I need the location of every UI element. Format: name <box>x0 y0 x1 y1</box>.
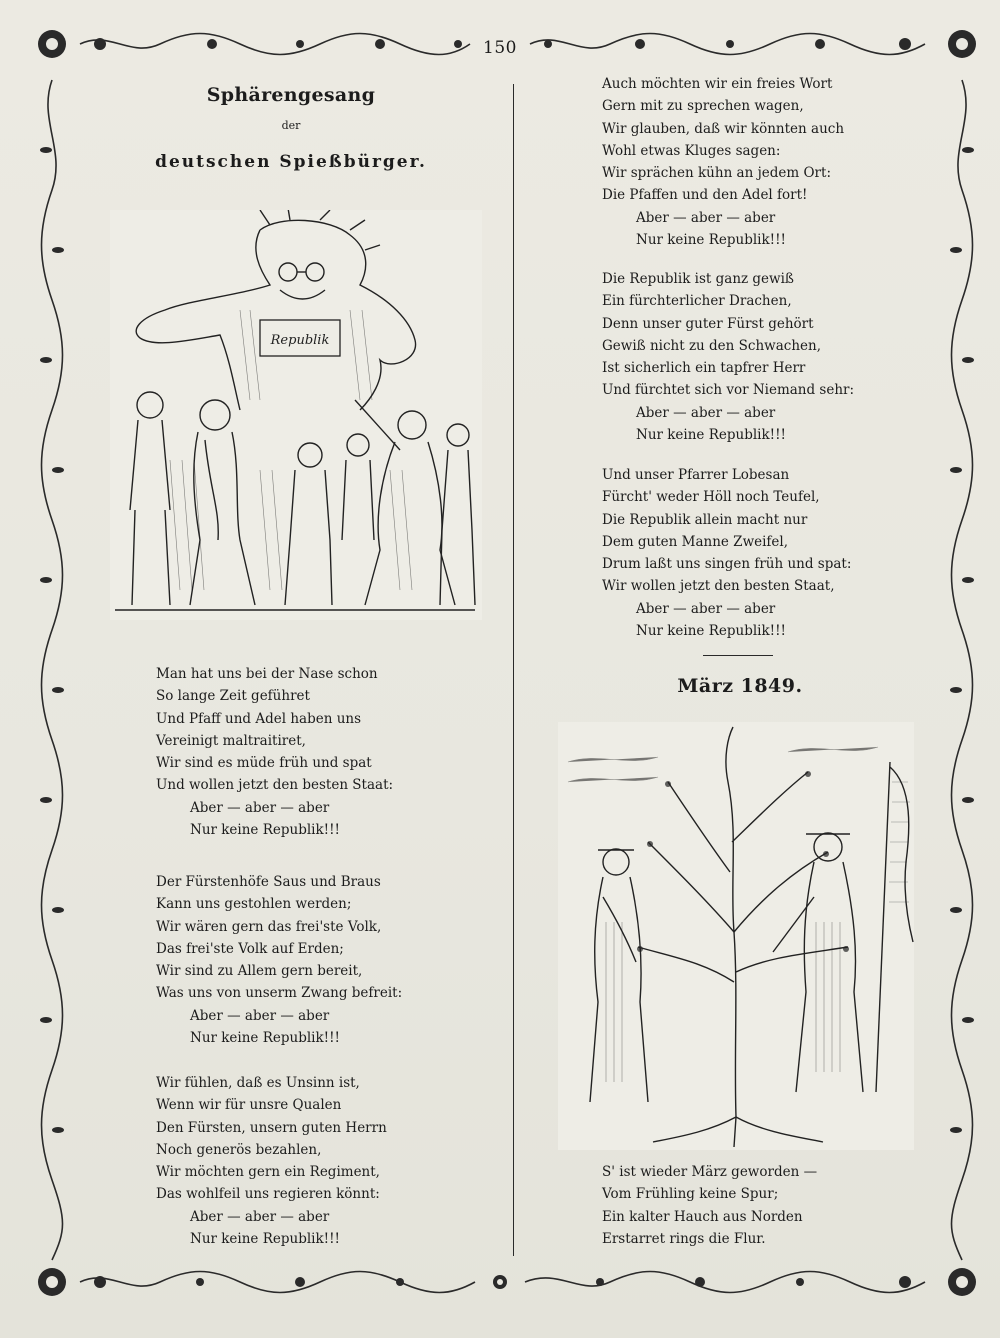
verse-line: Die Pfaffen und den Adel fort! <box>602 187 808 204</box>
verse-line: Die Republik allein macht nur <box>602 511 808 528</box>
refrain-line: Aber — aber — aber <box>190 1007 330 1024</box>
column-divider <box>513 84 514 1256</box>
verse-line: Drum laßt uns singen früh und spat: <box>602 556 852 573</box>
refrain-line: Nur keine Republik!!! <box>190 1231 340 1248</box>
verse-line: Wir möchten gern ein Regiment, <box>156 1164 380 1181</box>
verse-line: Das frei'ste Volk auf Erden; <box>156 940 344 957</box>
refrain-line: Nur keine Republik!!! <box>636 232 786 249</box>
refrain-line: Nur keine Republik!!! <box>636 623 786 640</box>
march-stanza <box>602 1161 817 1250</box>
verse-line: Ein kalter Hauch aus Norden <box>602 1208 803 1225</box>
verse-line: Erstarret rings die Flur. <box>602 1230 766 1247</box>
verse-line: Wenn wir für unsre Qualen <box>156 1097 342 1114</box>
refrain-line: Aber — aber — aber <box>190 1208 330 1225</box>
verse-line: Die Republik ist ganz gewiß <box>602 271 794 287</box>
verse-line: Noch generös bezahlen, <box>156 1141 322 1158</box>
verse-line: Wir sprächen kühn an jedem Ort: <box>602 165 831 182</box>
illustration-march-tree <box>558 722 914 1150</box>
refrain-line: Aber — aber — aber <box>190 799 330 816</box>
march-poem-title: März 1849. <box>677 675 803 697</box>
poem-title-connector: der <box>281 119 301 132</box>
verse-line: Denn unser guter Fürst gehört <box>602 315 814 332</box>
verse-line: Fürcht' weder Höll noch Teufel, <box>602 489 820 506</box>
page-number: 150 <box>483 38 517 58</box>
refrain-line: Aber — aber — aber <box>636 209 776 226</box>
left-stanza-3 <box>156 1072 387 1250</box>
verse-line: Und wollen jetzt den besten Staat: <box>156 777 394 794</box>
right-stanza-1 <box>602 73 844 251</box>
verse-line: Vom Frühling keine Spur; <box>602 1186 779 1203</box>
verse-line: Man hat uns bei der Nase schon <box>156 666 378 682</box>
illustration-sign-text: Republik <box>270 333 330 348</box>
right-stanza-3 <box>602 464 851 642</box>
verse-line: Das wohlfeil uns regieren könnt: <box>156 1186 380 1203</box>
verse-line: Wir wären gern das frei'ste Volk, <box>156 918 382 935</box>
verse-line: Und unser Pfarrer Lobesan <box>602 467 790 483</box>
refrain-line: Nur keine Republik!!! <box>190 1030 340 1047</box>
verse-line: Und fürchtet sich vor Niemand sehr: <box>602 382 855 399</box>
right-stanza-2 <box>602 268 854 446</box>
verse-line: Ein fürchterlicher Drachen, <box>602 293 792 310</box>
verse-line: S' ist wieder März geworden — <box>602 1164 818 1180</box>
verse-line: Vereinigt maltraitiret, <box>156 732 306 749</box>
left-stanza-1 <box>156 663 393 841</box>
refrain-line: Nur keine Republik!!! <box>636 427 786 444</box>
verse-line: Und Pfaff und Adel haben uns <box>156 710 362 727</box>
refrain-line: Aber — aber — aber <box>636 404 776 421</box>
verse-line: Wir fühlen, daß es Unsinn ist, <box>156 1075 360 1091</box>
verse-line: Wir sind zu Allem gern bereit, <box>156 963 363 980</box>
verse-line: Ist sicherlich ein tapfrer Herr <box>602 360 806 377</box>
verse-line: Wir wollen jetzt den besten Staat, <box>602 578 835 595</box>
refrain-line: Nur keine Republik!!! <box>190 822 340 839</box>
verse-line: So lange Zeit geführet <box>156 688 310 705</box>
verse-line: Wir sind es müde früh und spat <box>156 755 372 772</box>
verse-line: Wohl etwas Kluges sagen: <box>602 142 781 159</box>
left-stanza-2 <box>156 871 402 1049</box>
verse-line: Was uns von unserm Zwang befreit: <box>156 985 403 1002</box>
verse-line: Gewiß nicht zu den Schwachen, <box>602 337 821 354</box>
verse-line: Der Fürstenhöfe Saus und Braus <box>156 874 381 890</box>
verse-line: Auch möchten wir ein freies Wort <box>602 76 833 92</box>
verse-line: Wir glauben, daß wir könnten auch <box>602 120 845 137</box>
illustration-republic-giant <box>110 210 482 620</box>
verse-line: Kann uns gestohlen werden; <box>156 896 352 913</box>
verse-line: Gern mit zu sprechen wagen, <box>602 98 804 115</box>
poem-subtitle: deutschen Spießbürger. <box>155 152 427 172</box>
refrain-line: Aber — aber — aber <box>636 600 776 617</box>
section-divider <box>703 655 773 656</box>
verse-line: Den Fürsten, unsern guten Herrn <box>156 1119 387 1136</box>
verse-line: Dem guten Manne Zweifel, <box>602 533 789 550</box>
poem-title: Sphärengesang <box>206 84 376 106</box>
